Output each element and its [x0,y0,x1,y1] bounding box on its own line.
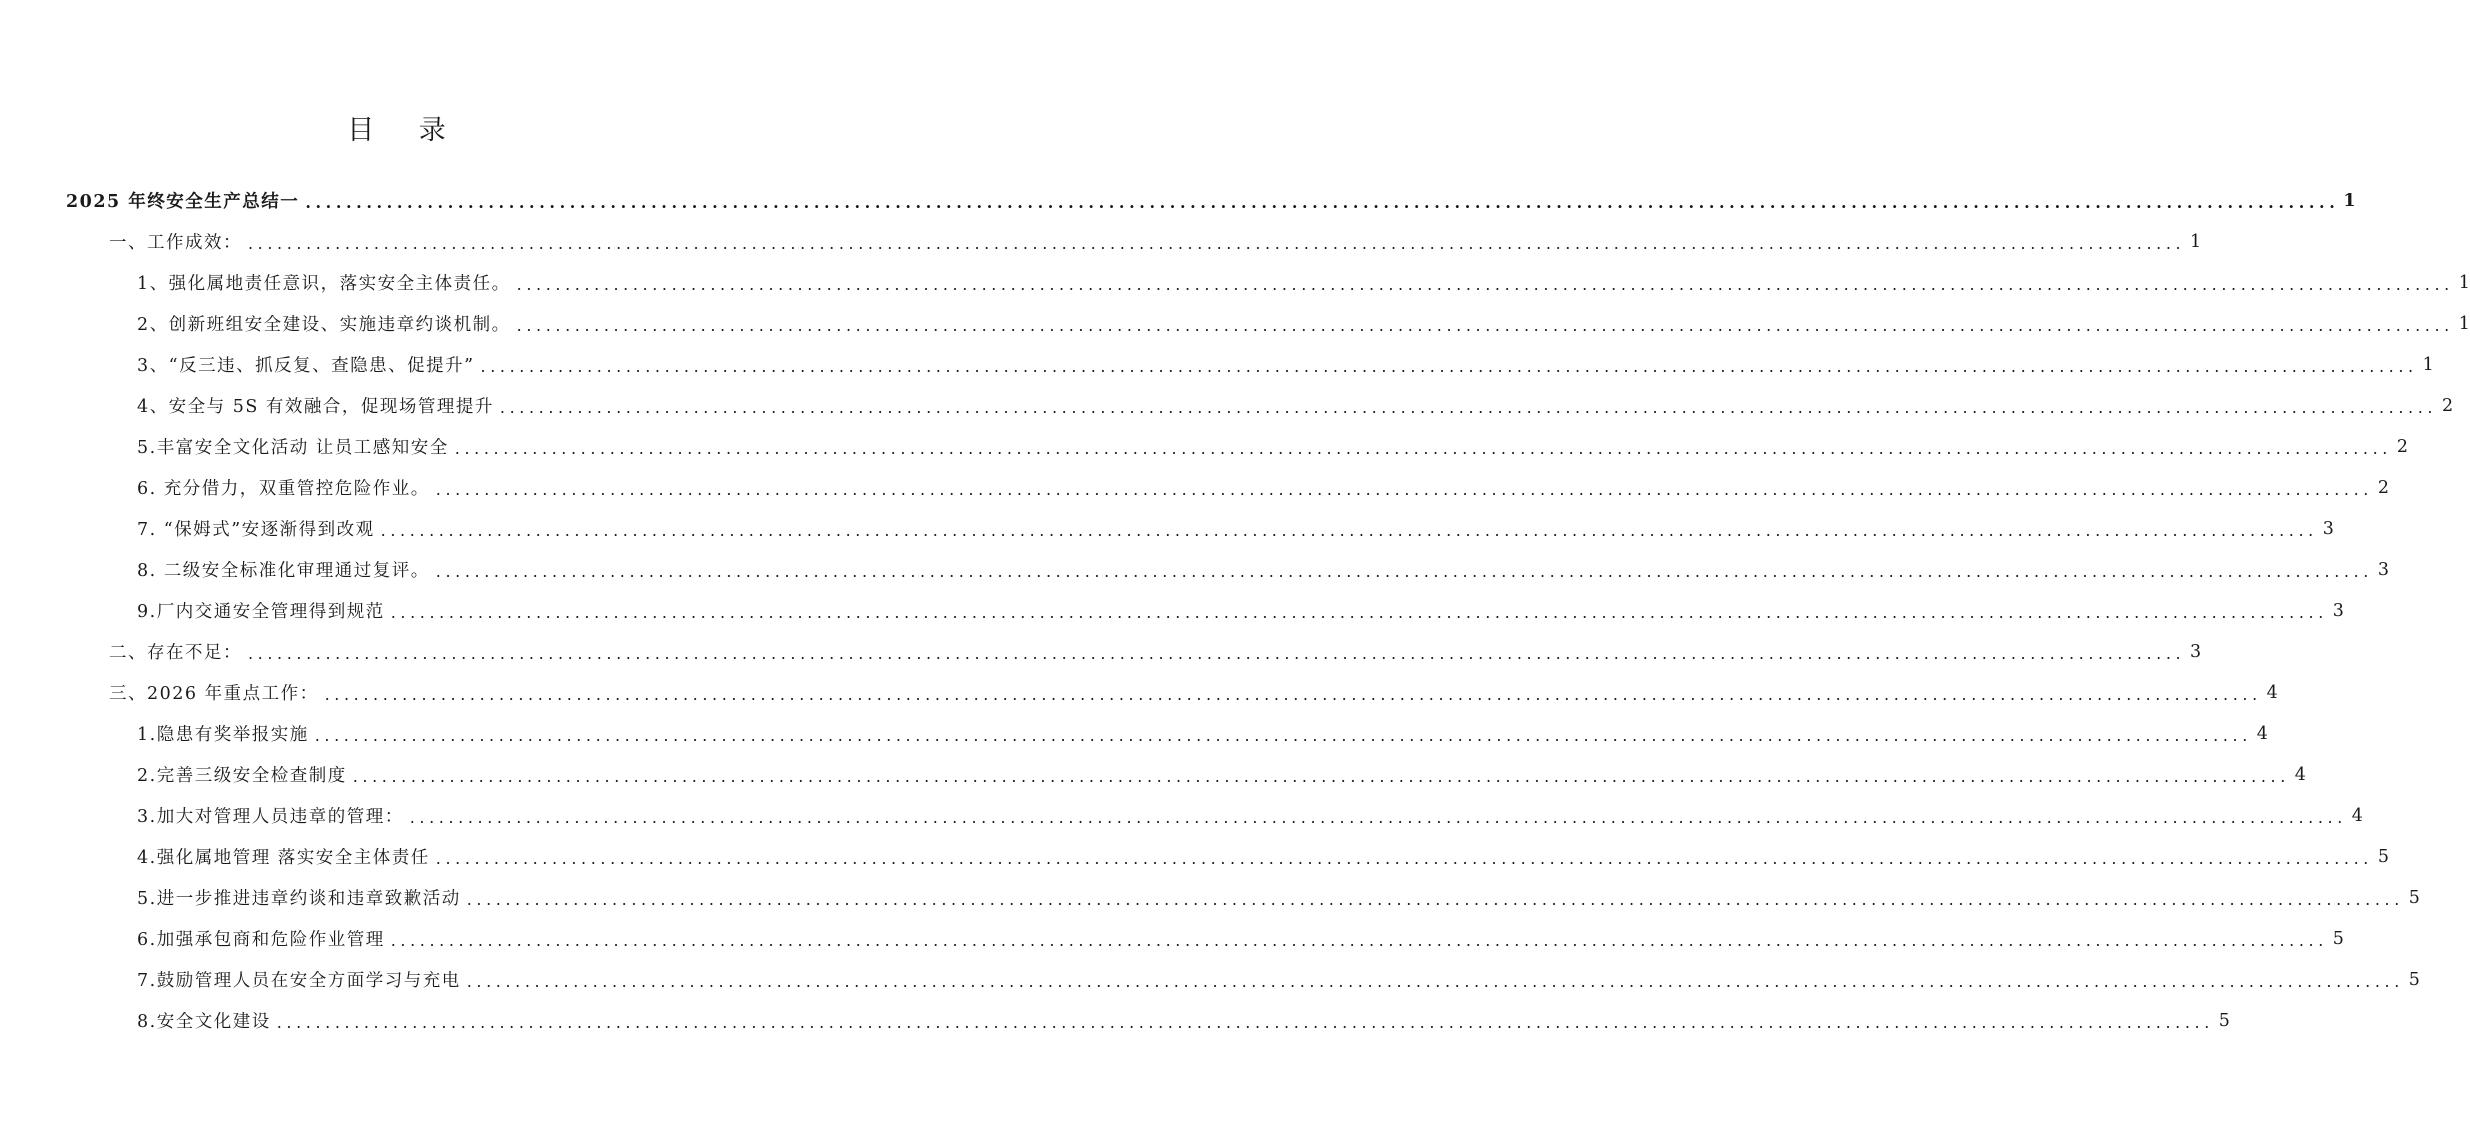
toc-entry-text: 1、强化属地责任意识，落实安全主体责任。 [137,274,511,294]
toc-page-number: 1 [2458,272,2470,293]
toc-leader-dots: ........................................................................................................................................................................................................ [248,643,2186,663]
toc-title: 目 录 [347,115,464,146]
toc-entry-text: 1.隐患有奖举报实施 [137,725,309,745]
toc-entry[interactable] [0,631,2202,672]
toc-leader-dots: ........................................................................................................................................................................................................ [480,356,2418,376]
toc-leader-dots: ........................................................................................................................................................................................................ [276,1012,2214,1032]
toc-page-number: 3 [2190,641,2202,662]
toc-page-number: 2 [2396,436,2408,457]
toc-entry[interactable] [0,754,2306,795]
toc-entry-text: 3.加大对管理人员违章的管理： [137,807,404,827]
toc-entry[interactable] [0,385,2454,426]
toc-entry[interactable] [0,467,2389,508]
toc-page-number: 5 [2332,928,2344,949]
toc-entry-text: 3、“反三违、抓反复、查隐患、促提升” [137,356,475,376]
toc-entry-text: 三、2026 年重点工作： [109,684,319,704]
toc-entry-text: 4.强化属地管理 落实安全主体责任 [137,848,430,868]
toc-leader-dots: ........................................................................................................................................................................................................ [324,684,2262,704]
toc-leader-dots: ........................................................................................................................................................................................................ [380,520,2318,540]
toc-page-number: 5 [2408,969,2420,990]
toc-entry[interactable] [0,959,2420,1000]
toc-leader-dots: ........................................................................................................................................................................................................ [435,479,2373,499]
toc-page-number: 5 [2408,887,2420,908]
toc-entry-text: 6. 充分借力，双重管控危险作业。 [137,479,430,499]
toc-leader-dots: ........................................................................................................................................................................................................ [516,315,2454,335]
toc-leader-dots: ........................................................................................................................................................................................................ [409,807,2347,827]
toc-list [0,180,2470,1041]
toc-entry[interactable] [0,713,2268,754]
toc-entry[interactable] [0,590,2344,631]
toc-page-number: 4 [2294,764,2306,785]
toc-entry[interactable] [0,262,2470,303]
toc-entry[interactable] [0,836,2389,877]
toc-entry-text: 8. 二级安全标准化审理通过复评。 [137,561,430,581]
toc-entry-text: 5.丰富安全文化活动 让员工感知安全 [137,438,449,458]
toc-entry[interactable] [0,918,2344,959]
toc-entry[interactable] [0,672,2278,713]
toc-leader-dots: ........................................................................................................................................................................................................ [352,766,2290,786]
toc-entry-text: 8.安全文化建设 [137,1012,271,1032]
toc-leader-dots: ........................................................................................................................................................................................................ [435,848,2373,868]
toc-page-number: 5 [2218,1010,2230,1031]
toc-entry[interactable] [0,549,2389,590]
toc-entry[interactable] [0,221,2202,262]
toc-page-number: 3 [2322,518,2334,539]
toc-page-number: 4 [2351,805,2363,826]
toc-leader-dots: ........................................................................................................................................................................................................ [305,192,2340,212]
toc-entry[interactable] [0,795,2363,836]
toc-entry[interactable] [0,344,2434,385]
toc-page-number: 2 [2441,395,2454,416]
toc-entry-text: 9.厂内交通安全管理得到规范 [137,602,385,622]
toc-leader-dots: ........................................................................................................................................................................................................ [248,233,2186,253]
toc-leader-dots: ........................................................................................................................................................................................................ [435,561,2373,581]
toc-leader-dots: ........................................................................................................................................................................................................ [466,889,2404,909]
toc-entry[interactable] [0,877,2420,918]
toc-page-number: 4 [2266,682,2278,703]
toc-leader-dots: ........................................................................................................................................................................................................ [390,930,2328,950]
toc-page-number: 3 [2377,559,2389,580]
toc-entry-text: 4、安全与 5S 有效融合，促现场管理提升 [137,397,494,417]
toc-leader-dots: ........................................................................................................................................................................................................ [516,274,2454,294]
toc-entry-text: 6.加强承包商和危险作业管理 [137,930,385,950]
toc-entry-text: 5.进一步推进违章约谈和违章致歉活动 [137,889,461,909]
toc-page-number: 5 [2377,846,2389,867]
toc-entry-text: 7.鼓励管理人员在安全方面学习与充电 [137,971,461,991]
toc-entry[interactable] [0,180,2356,221]
toc-page-number: 1 [2190,231,2202,252]
toc-entry[interactable] [0,303,2470,344]
toc-page-number: 1 [2458,313,2470,334]
toc-entry-text: 二、存在不足： [109,643,242,663]
toc-page-number: 1 [2422,354,2434,375]
toc-leader-dots: ........................................................................................................................................................................................................ [390,602,2328,622]
toc-entry-text: 一、工作成效： [109,233,242,253]
toc-entry-text: 2.完善三级安全检查制度 [137,766,347,786]
toc-page-number: 2 [2377,477,2389,498]
toc-entry[interactable] [0,426,2408,467]
toc-entry-text: 2、创新班组安全建设、实施违章约谈机制。 [137,315,511,335]
toc-leader-dots: ........................................................................................................................................................................................................ [466,971,2404,991]
toc-leader-dots: ........................................................................................................................................................................................................ [454,438,2392,458]
toc-page-number: 4 [2256,723,2268,744]
toc-page-number: 1 [2343,190,2356,211]
toc-page-number: 3 [2332,600,2344,621]
toc-leader-dots: ........................................................................................................................................................................................................ [499,397,2438,417]
toc-leader-dots: ........................................................................................................................................................................................................ [314,725,2252,745]
toc-entry[interactable] [0,1000,2230,1041]
toc-entry-text: 7. “保姆式”安逐渐得到改观 [137,520,375,540]
toc-entry[interactable] [0,508,2334,549]
toc-entry-text: 2025 年终安全生产总结一 [66,192,300,212]
